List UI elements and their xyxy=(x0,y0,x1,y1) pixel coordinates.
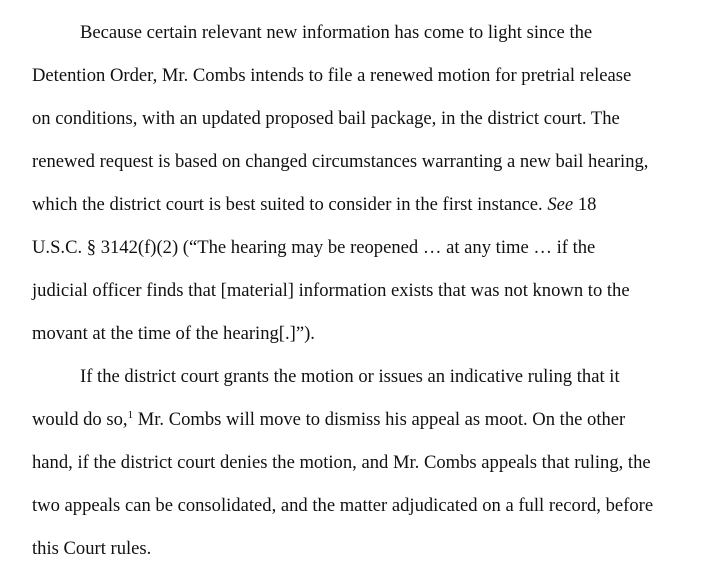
text-line: renewed request is based on changed circumstances warranting a new bail hearing, xyxy=(32,151,649,172)
text-line-citation xyxy=(32,183,692,226)
text-line: two appeals can be consolidated, and the matter adjudicated on a full record, before xyxy=(32,495,654,516)
text-line: this Court rules. xyxy=(32,538,152,559)
text-fragment: Mr. Combs will move to dismiss his appeal as moot. On the other xyxy=(133,409,626,430)
paragraph-appeal-dismissal xyxy=(32,355,692,570)
text-line: U.S.C. § 3142(f)(2) (“The hearing may be reopened … at any time … if the xyxy=(32,237,596,258)
paragraph-renewed-motion xyxy=(32,11,692,355)
text-line: on conditions, with an updated proposed bail package, in the district court. The xyxy=(32,108,620,129)
citation-signal: See xyxy=(547,194,574,215)
text-line: Detention Order, Mr. Combs intends to file a renewed motion for pretrial release xyxy=(32,65,632,86)
text-line: If the district court grants the motion or issues an indicative ruling that it xyxy=(80,366,620,387)
text-fragment: would do so, xyxy=(32,409,128,430)
text-line-footnote xyxy=(32,398,692,441)
text-fragment: 18 xyxy=(573,194,597,215)
footnote-reference[interactable]: 1 xyxy=(127,409,134,421)
text-line: hand, if the district court denies the motion, and Mr. Combs appeals that ruling, the xyxy=(32,452,651,473)
text-fragment: which the district court is best suited to consider in the first instance. xyxy=(32,194,548,215)
text-line: judicial officer finds that [material] information exists that was not known to the xyxy=(32,280,630,301)
document-page xyxy=(32,11,692,570)
text-line: Because certain relevant new information has come to light since the xyxy=(80,22,593,43)
text-line: movant at the time of the hearing[.]”). xyxy=(32,323,315,344)
